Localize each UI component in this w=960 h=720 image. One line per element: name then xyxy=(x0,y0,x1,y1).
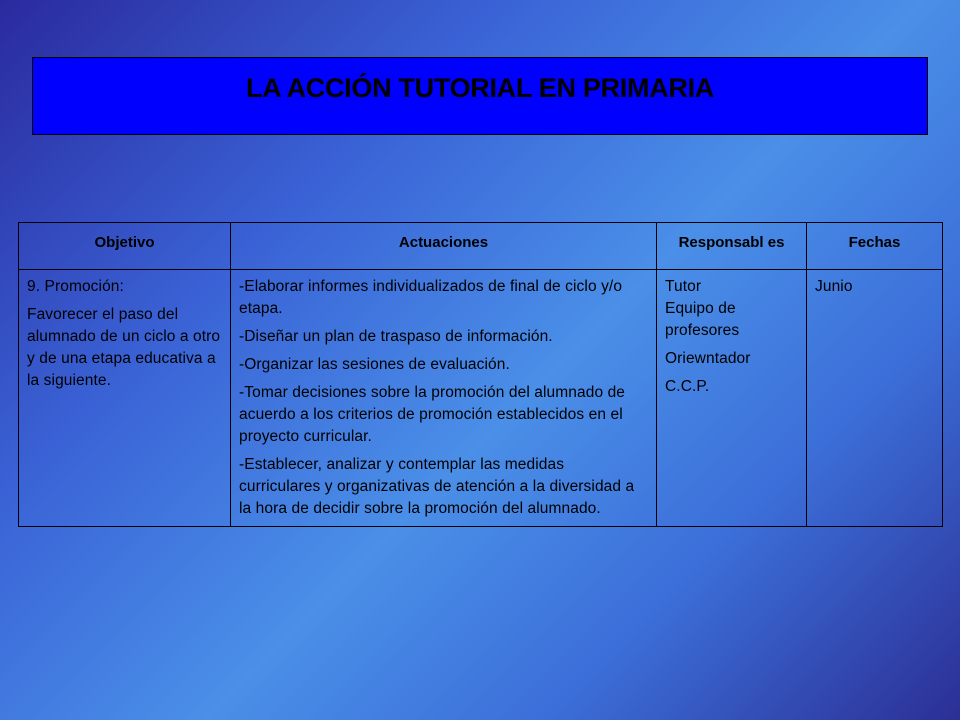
header-responsables: Responsabl es xyxy=(657,223,807,270)
responsable-item: C.C.P. xyxy=(665,378,710,395)
header-objetivo: Objetivo xyxy=(19,223,231,270)
header-fechas: Fechas xyxy=(807,223,943,270)
responsable-item: Oriewntador xyxy=(665,350,751,367)
title-banner xyxy=(32,57,928,135)
cell-fechas xyxy=(807,270,943,527)
objetivo-heading: 9. Promoción: xyxy=(27,278,124,295)
actuacion-item: -Organizar las sesiones de evaluación. xyxy=(239,356,510,373)
actuacion-item: -Tomar decisiones sobre la promoción del alumnado de acuerdo a los criterios de promoción establecidos en el proyecto curricular. xyxy=(239,384,626,445)
actuacion-item: -Establecer, analizar y contemplar las medidas curriculares y organizativas de atención a la diversidad a la hora de decidir sobre la promoción del alumnado. xyxy=(239,456,635,517)
cell-objetivo xyxy=(19,270,231,527)
responsable-item: Tutor xyxy=(665,278,702,295)
actuacion-item: -Elaborar informes individualizados de final de ciclo y/o etapa. xyxy=(239,278,623,317)
header-row xyxy=(19,223,943,270)
responsable-item: Equipo de profesores xyxy=(665,300,740,339)
cell-responsables xyxy=(657,270,807,527)
header-actuaciones: Actuaciones xyxy=(231,223,657,270)
objetivo-text: Favorecer el paso del alumnado de un ciclo a otro y de una etapa educativa a la siguiente. xyxy=(27,306,221,389)
actuacion-item: -Diseñar un plan de traspaso de información. xyxy=(239,328,553,345)
tutorial-table xyxy=(18,222,943,527)
page-title: LA ACCIÓN TUTORIAL EN PRIMARIA xyxy=(246,72,714,103)
cell-actuaciones xyxy=(231,270,657,527)
table-row xyxy=(19,270,943,527)
fecha-value: Junio xyxy=(815,278,853,295)
